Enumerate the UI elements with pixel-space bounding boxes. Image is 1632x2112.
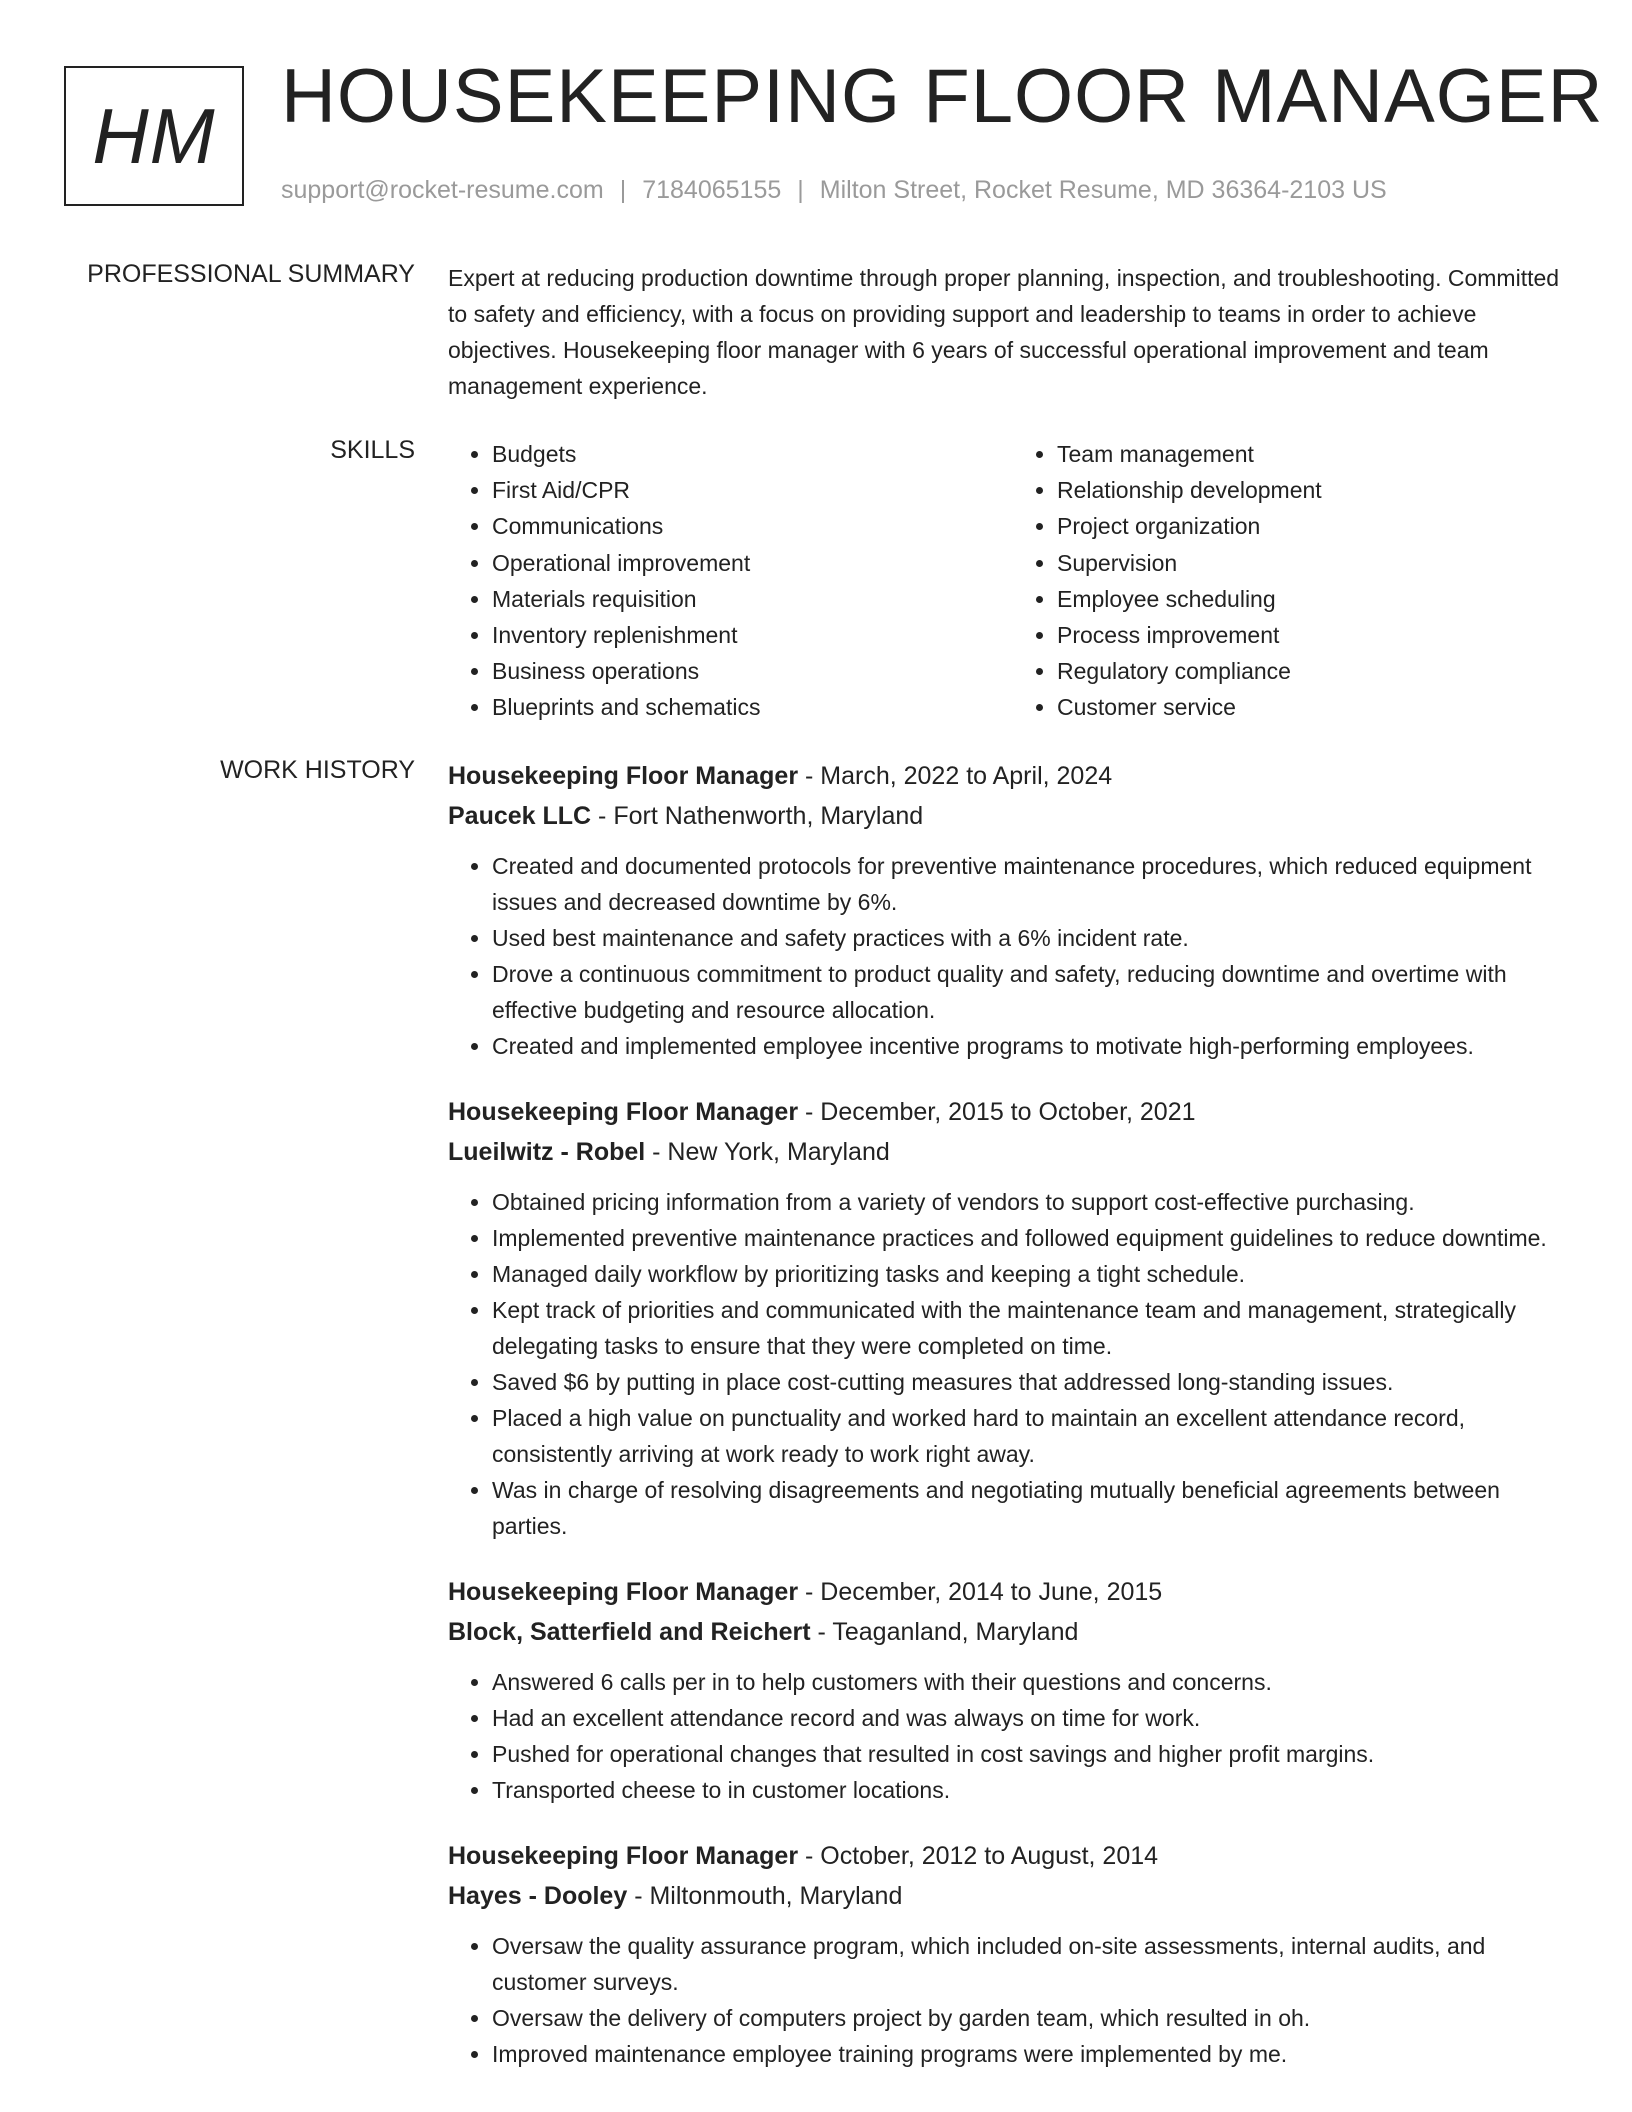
contact-address: Milton Street, Rocket Resume, MD 36364-2103 US: [819, 176, 1387, 204]
skill-item: • Employee scheduling: [1057, 581, 1578, 617]
job-role: Housekeeping Floor Manager: [448, 762, 799, 790]
skills-grid: [448, 436, 1578, 726]
job-bullet: • Was in charge of resolving disagreements and negotiating mutually beneficial agreements between parties.: [492, 1472, 1578, 1544]
skill-item: • Relationship development: [1057, 472, 1578, 508]
job-bullet: • Placed a high value on punctuality and worked hard to maintain an excellent attendance record, consistently arriving at work ready to work right away.: [492, 1400, 1578, 1472]
job-bullet: • Kept track of priorities and communicated with the maintenance team and management, strategically delegating tasks to ensure that they were completed on time.: [492, 1292, 1578, 1364]
job-company: Block, Satterfield and Reichert: [448, 1618, 811, 1646]
job-company-line: [448, 1132, 1578, 1172]
skill-item: • Operational improvement: [492, 545, 1013, 581]
work-history-heading: WORK HISTORY: [220, 756, 415, 784]
job-bullet: • Answered 6 calls per in to help customers with their questions and concerns.: [492, 1664, 1578, 1700]
skill-item: • Process improvement: [1057, 617, 1578, 653]
job-bullet: • Used best maintenance and safety practices with a 6% incident rate.: [492, 920, 1578, 956]
job-dates: - October, 2012 to August, 2014: [798, 1842, 1159, 1870]
job-company-line: [448, 796, 1578, 836]
job-company: Lueilwitz - Robel: [448, 1138, 646, 1166]
skill-item: • Blueprints and schematics: [492, 689, 1013, 725]
contact-separator: |: [797, 176, 804, 204]
skill-item: • Team management: [1057, 436, 1578, 472]
job-dates: - December, 2015 to October, 2021: [798, 1098, 1196, 1126]
job-role: Housekeeping Floor Manager: [448, 1098, 799, 1126]
job-bullet: • Saved $6 by putting in place cost-cutting measures that addressed long-standing issues.: [492, 1364, 1578, 1400]
job-role: Housekeeping Floor Manager: [448, 1842, 799, 1870]
skill-item: • Inventory replenishment: [492, 617, 1013, 653]
skill-item: • Materials requisition: [492, 581, 1013, 617]
job-bullet: • Oversaw the delivery of computers project by garden team, which resulted in oh.: [492, 2000, 1578, 2036]
job-location: - Teaganland, Maryland: [810, 1618, 1079, 1646]
skills-column-left: [448, 436, 1013, 726]
contact-phone[interactable]: 7184065155: [642, 176, 782, 204]
job-entry: [448, 1836, 1578, 2072]
contact-line: [281, 176, 1387, 205]
job-location: - New York, Maryland: [645, 1138, 890, 1166]
job-bullet: • Pushed for operational changes that resulted in cost savings and higher profit margins.: [492, 1736, 1578, 1772]
job-entry: [448, 1092, 1578, 1544]
job-bullet: • Created and implemented employee incentive programs to motivate high-performing employees.: [492, 1028, 1578, 1064]
job-role-line: [448, 756, 1578, 796]
job-location: - Miltonmouth, Maryland: [627, 1882, 903, 1910]
job-role: Housekeeping Floor Manager: [448, 1578, 799, 1606]
work-history-body: [448, 756, 1578, 2100]
job-company-line: [448, 1876, 1578, 1916]
job-bullet: • Improved maintenance employee training programs were implemented by me.: [492, 2036, 1578, 2072]
job-bullets: [448, 1664, 1578, 1808]
job-bullet: • Obtained pricing information from a variety of vendors to support cost-effective purchasing.: [492, 1184, 1578, 1220]
skills-heading: SKILLS: [330, 436, 415, 464]
job-company: Paucek LLC: [448, 802, 592, 830]
job-bullets: [448, 848, 1578, 1064]
job-dates: - December, 2014 to June, 2015: [798, 1578, 1163, 1606]
job-role-line: [448, 1572, 1578, 1612]
job-entry: [448, 1572, 1578, 1808]
job-role-line: [448, 1836, 1578, 1876]
job-bullet: • Created and documented protocols for preventive maintenance procedures, which reduced equipment issues and decreased downtime by 6%.: [492, 848, 1578, 920]
skill-item: • Regulatory compliance: [1057, 653, 1578, 689]
skill-item: • Supervision: [1057, 545, 1578, 581]
job-bullet: • Had an excellent attendance record and was always on time for work.: [492, 1700, 1578, 1736]
contact-separator: |: [619, 176, 627, 204]
skill-item: • First Aid/CPR: [492, 472, 1013, 508]
monogram-badge: [64, 66, 244, 206]
skill-item: • Communications: [492, 508, 1013, 544]
job-entry: [448, 756, 1578, 1064]
job-bullets: [448, 1184, 1578, 1544]
summary-body: [448, 260, 1578, 404]
job-bullet: • Implemented preventive maintenance practices and followed equipment guidelines to reduce downtime.: [492, 1220, 1578, 1256]
job-company: Hayes - Dooley: [448, 1882, 628, 1910]
resume-title: HOUSEKEEPING FLOOR MANAGER: [281, 54, 1604, 139]
skill-item: • Customer service: [1057, 689, 1578, 725]
job-role-line: [448, 1092, 1578, 1132]
skill-item: • Project organization: [1057, 508, 1578, 544]
summary-heading: PROFESSIONAL SUMMARY: [87, 260, 415, 288]
job-location: - Fort Nathenworth, Maryland: [591, 802, 924, 830]
job-bullet: • Oversaw the quality assurance program, which included on-site assessments, internal audits, and customer surveys.: [492, 1928, 1578, 2000]
job-dates: - March, 2022 to April, 2024: [798, 762, 1113, 790]
skill-item: • Budgets: [492, 436, 1013, 472]
job-bullet: • Transported cheese to in customer locations.: [492, 1772, 1578, 1808]
job-bullet: • Managed daily workflow by prioritizing tasks and keeping a tight schedule.: [492, 1256, 1578, 1292]
monogram-initials: HM: [92, 91, 216, 180]
job-company-line: [448, 1612, 1578, 1652]
job-bullet: • Drove a continuous commitment to product quality and safety, reducing downtime and overtime with effective budgeting and resource allocation.: [492, 956, 1578, 1028]
skill-item: • Business operations: [492, 653, 1013, 689]
contact-email[interactable]: support@rocket-resume.com: [281, 176, 604, 204]
skills-column-right: [1013, 436, 1578, 726]
summary-text: Expert at reducing production downtime through proper planning, inspection, and troubleshooting. Committed to safety and efficiency, with a focus on providing support and leadership to teams in order to achieve objectives. Housekeeping floor manager with 6 years of successful operational improvement and team management experience.: [448, 265, 1560, 399]
job-bullets: [448, 1928, 1578, 2072]
